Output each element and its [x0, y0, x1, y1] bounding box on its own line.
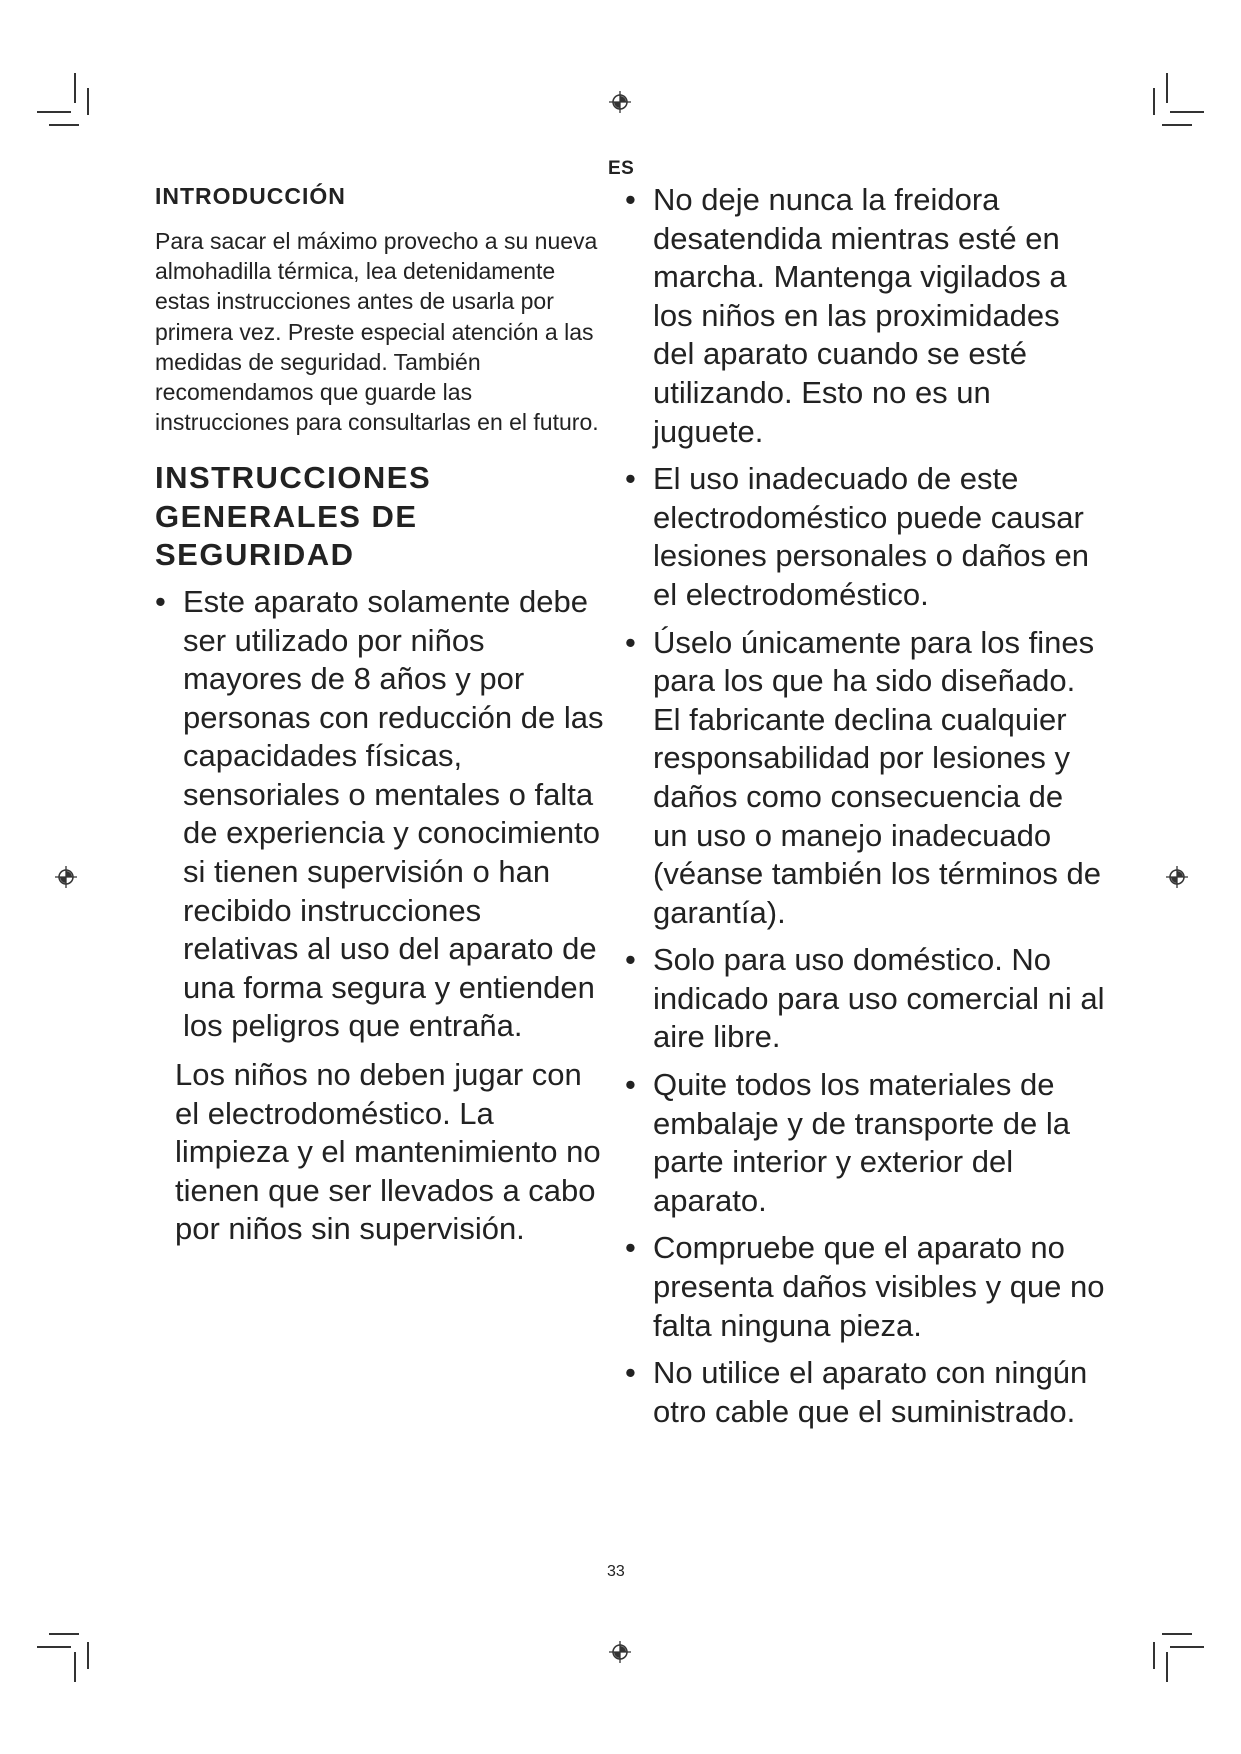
crop-mark: [1162, 1633, 1192, 1635]
list-item: [625, 460, 1105, 614]
safety-bullet-list: [625, 181, 1105, 1431]
bullet-text: Este aparato solamente debe ser utilizado por niños mayores de 8 años y por personas con reducción de las capacidades físicas, sensoriales o mentales o falta de experiencia y conocimiento si tienen supervisión o han recibido instrucciones relativas al uso del aparato de una forma segura y entienden los peligros que entraña.: [183, 583, 604, 1044]
bullet-icon: •: [625, 1355, 636, 1391]
children-paragraph: [155, 1056, 605, 1249]
bullet-icon: •: [625, 624, 636, 660]
registration-mark-icon: [609, 1641, 631, 1663]
list-item: [625, 1229, 1105, 1345]
intro-paragraph: Para sacar el máximo provecho a su nueva almohadilla térmica, lea detenidamente estas instrucciones antes de usarla por primera vez. Preste especial atención a las medidas de seguridad. También recomendamos que guarde las instrucciones para consultarlas en el futuro.: [155, 228, 599, 436]
crop-mark: [74, 1652, 76, 1682]
bullet-text: Quite todos los materiales de embalaje y de transporte de la parte interior y exterior del aparato.: [653, 1067, 1071, 1218]
bullet-icon: •: [625, 182, 636, 217]
crop-mark: [1170, 111, 1204, 113]
list-item: [625, 1354, 1105, 1431]
bullet-text: Compruebe que el aparato no presenta daños visibles y que no falta ninguna pieza.: [653, 1230, 1105, 1343]
bullet-icon: •: [625, 1230, 636, 1266]
section-heading: INSTRUCCIONES GENERALES DE SEGURIDAD: [155, 460, 432, 573]
list-item: [625, 1066, 1105, 1220]
crop-mark: [49, 124, 79, 126]
bullet-text: Úselo únicamente para los fines para los que ha sido diseñado. El fabricante declina cualquier responsabilidad por lesiones y daños como consecuencia de un uso o manejo inadecuado (véanse también los términos de garantía).: [653, 624, 1102, 930]
list-item: [155, 583, 605, 1046]
left-column: [155, 183, 605, 1249]
page-number: 33: [607, 1563, 625, 1580]
list-item: [625, 181, 1105, 451]
bullet-icon: •: [625, 1067, 636, 1103]
bullet-icon: •: [155, 583, 166, 619]
bullet-text: No utilice el aparato con ningún otro cable que el suministrado.: [653, 1355, 1088, 1429]
crop-mark: [1166, 1652, 1168, 1682]
list-item: [625, 941, 1105, 1057]
crop-mark: [1162, 124, 1192, 126]
crop-mark: [49, 1633, 79, 1635]
registration-mark-icon: [55, 866, 77, 888]
crop-mark: [1170, 1646, 1204, 1648]
safety-bullet-list: [155, 583, 605, 1046]
crop-mark: [1166, 73, 1168, 103]
crop-mark: [37, 1646, 71, 1648]
bullet-text: El uso inadecuado de este electrodoméstico puede causar lesiones personales o daños en el electrodoméstico.: [653, 461, 1090, 612]
crop-mark: [37, 111, 71, 113]
registration-mark-icon: [609, 91, 631, 113]
bullet-icon: •: [625, 942, 636, 978]
crop-mark: [1153, 88, 1155, 115]
intro-heading: INTRODUCCIÓN: [155, 183, 346, 209]
language-tag: ES: [608, 158, 635, 179]
crop-mark: [1153, 1642, 1155, 1669]
registration-mark-icon: [1166, 866, 1188, 888]
crop-mark: [87, 1642, 89, 1669]
paragraph-text: Los niños no deben jugar con el electrodoméstico. La limpieza y el mantenimiento no tienen que ser llevados a cabo por niños sin supervisión.: [175, 1057, 601, 1247]
bullet-text: Solo para uso doméstico. No indicado para uso comercial ni al aire libre.: [653, 942, 1105, 1055]
bullet-icon: •: [625, 461, 636, 497]
crop-mark: [87, 88, 89, 115]
crop-mark: [74, 73, 76, 103]
right-column: [625, 181, 1105, 1440]
bullet-text: No deje nunca la freidora desatendida mientras esté en marcha. Mantenga vigilados a los niños en las proximidades del aparato cuando se esté utilizando. Esto no es un juguete.: [653, 182, 1067, 449]
list-item: [625, 624, 1105, 933]
